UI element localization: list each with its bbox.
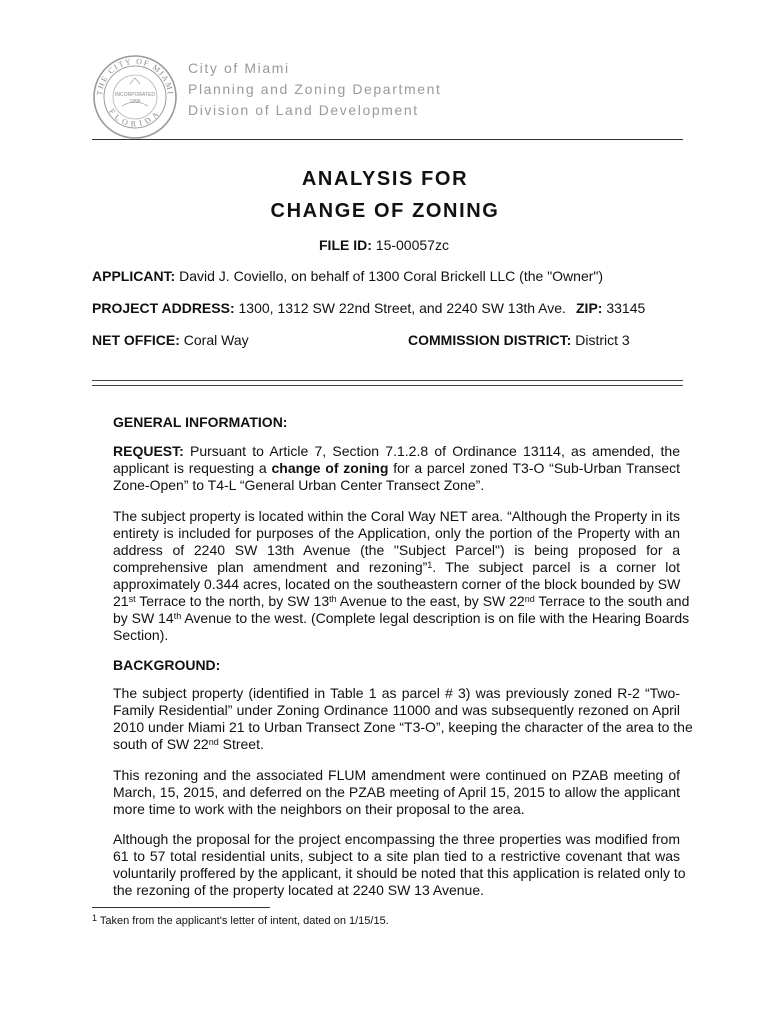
applicant-label: APPLICANT: bbox=[92, 268, 176, 284]
footnote-marker: 1 bbox=[427, 560, 433, 570]
document-title-line2: CHANGE OF ZONING bbox=[270, 200, 500, 222]
net-office-label: NET OFFICE: bbox=[92, 332, 180, 348]
project-address-value: 1300, 1312 SW 22nd Street, and 2240 SW 13th Ave. bbox=[238, 300, 566, 316]
subject-property-paragraph bbox=[113, 508, 690, 644]
zip-row bbox=[576, 300, 645, 316]
footnote bbox=[92, 915, 389, 927]
para2-line-3: 2010 under Miami 21 to Urban Transect Zone “T3-O”, keeping the character of the area to the bbox=[113, 719, 693, 735]
para1-line-2: entirety is included for purposes of the Application, only the portion of the Property with an bbox=[113, 525, 680, 541]
commission-district-row bbox=[408, 332, 630, 348]
general-information-heading: GENERAL INFORMATION: bbox=[113, 414, 288, 430]
svg-text:FLORIDA bbox=[107, 107, 163, 128]
net-office-row bbox=[92, 332, 249, 348]
rezoning-paragraph bbox=[113, 767, 680, 818]
footnote-rule bbox=[92, 907, 270, 908]
org-name: City of Miami bbox=[188, 60, 290, 76]
para3-line-2: March, 15, 2015, and deferred on the PZAB meeting of April 15, 2015 to allow the applicant bbox=[113, 784, 680, 800]
seal-text-center: INCORPORATED bbox=[115, 92, 155, 98]
request-line-2: applicant is requesting a change of zoning for a parcel zoned T3-O “Sub-Urban Transect bbox=[113, 460, 681, 476]
project-address-label: PROJECT ADDRESS: bbox=[92, 300, 235, 316]
organization-block bbox=[188, 58, 441, 121]
para3-line-3: more time to work with the neighbors on their proposal to the area. bbox=[113, 801, 525, 817]
applicant-row bbox=[92, 268, 603, 284]
para1-line-7: by SW 14th Avenue to the west. (Complete legal description is on file with the Hearing Boards bbox=[113, 610, 690, 626]
svg-text:THE CITY OF MIAMI bbox=[95, 57, 175, 96]
zip-value: 33145 bbox=[606, 300, 646, 316]
para2-line-4: south of SW 22nd Street. bbox=[113, 736, 264, 752]
commission-district-label: COMMISSION DISTRICT: bbox=[408, 332, 572, 348]
zip-label: ZIP: bbox=[576, 300, 603, 316]
section-divider-bottom bbox=[92, 385, 683, 386]
para4-line-4: the rezoning of the property located at 2240 SW 13 Avenue. bbox=[113, 882, 484, 898]
request-line-1: REQUEST: Pursuant to Article 7, Section 7.1.2.8 of Ordinance 13114, as amended, the bbox=[113, 443, 680, 459]
request-label: REQUEST: bbox=[113, 443, 184, 459]
para1-line-3: address of 2240 SW 13th Avenue (the "Subject Parcel") is being proposed for a bbox=[113, 542, 680, 558]
para4-line-2: 61 to 57 total residential units, subject to a site plan tied to a restrictive covenant that was bbox=[113, 848, 680, 864]
seal-year: 1896 bbox=[129, 99, 141, 105]
para4-line-3: voluntarily proffered by the applicant, it should be noted that this application is related only to bbox=[113, 865, 686, 881]
commission-district-value: District 3 bbox=[575, 332, 630, 348]
request-emphasis: change of zoning bbox=[271, 460, 389, 476]
para2-line-1: The subject property (identified in Table 1 as parcel # 3) was previously zoned R-2 “Two- bbox=[113, 685, 680, 701]
header-divider bbox=[92, 139, 683, 140]
request-line-3: Zone-Open” to T4-L “General Urban Center Transect Zone”. bbox=[113, 477, 485, 493]
file-id-value: 15-00057zc bbox=[375, 237, 449, 253]
para3-line-1: This rezoning and the associated FLUM amendment were continued on PZAB meeting of bbox=[113, 767, 680, 783]
applicant-value: David J. Coviello, on behalf of 1300 Coral Brickell LLC (the "Owner") bbox=[179, 268, 604, 284]
background-heading: BACKGROUND: bbox=[113, 657, 221, 673]
para2-line-2: Family Residential” under Zoning Ordinance 11000 and was subsequently rezoned on April bbox=[113, 702, 680, 718]
seal-text-top: THE CITY OF MIAMI bbox=[94, 56, 176, 97]
org-department: Planning and Zoning Department bbox=[188, 81, 442, 97]
para1-line-6: 21st Terrace to the north, by SW 13th Avenue to the east, by SW 22nd Terrace to the south and bbox=[113, 593, 690, 609]
para1-line-4: comprehensive plan amendment and rezoning”$^1$. The subject parcel is a corner lot bbox=[113, 559, 680, 575]
footnote-number: 1 bbox=[92, 913, 98, 923]
city-of-miami-seal bbox=[92, 54, 178, 140]
org-division: Division of Land Development bbox=[188, 102, 419, 118]
document-title-line1: ANALYSIS FOR bbox=[301, 168, 469, 190]
request-paragraph bbox=[113, 443, 680, 494]
file-id-label: FILE ID: bbox=[319, 237, 372, 253]
para1-line-5: approximately 0.344 acres, located on the southeastern corner of the block bounded by SW bbox=[113, 576, 681, 592]
net-office-value: Coral Way bbox=[183, 332, 249, 348]
file-id-row bbox=[319, 237, 449, 253]
para1-line-8: Section). bbox=[113, 627, 169, 643]
para1-line-1: The subject property is located within the Coral Way NET area. “Although the Property in its bbox=[113, 508, 680, 524]
footnote-text: Taken from the applicant's letter of intent, dated on 1/15/15. bbox=[97, 915, 389, 927]
para4-line-1: Although the proposal for the project encompassing the three properties was modified from bbox=[113, 831, 680, 847]
proposal-paragraph bbox=[113, 831, 686, 899]
background-paragraph bbox=[113, 685, 693, 753]
seal-text-bottom: FLORIDA bbox=[107, 107, 163, 129]
section-divider-top bbox=[92, 380, 683, 381]
project-address-row bbox=[92, 300, 566, 316]
